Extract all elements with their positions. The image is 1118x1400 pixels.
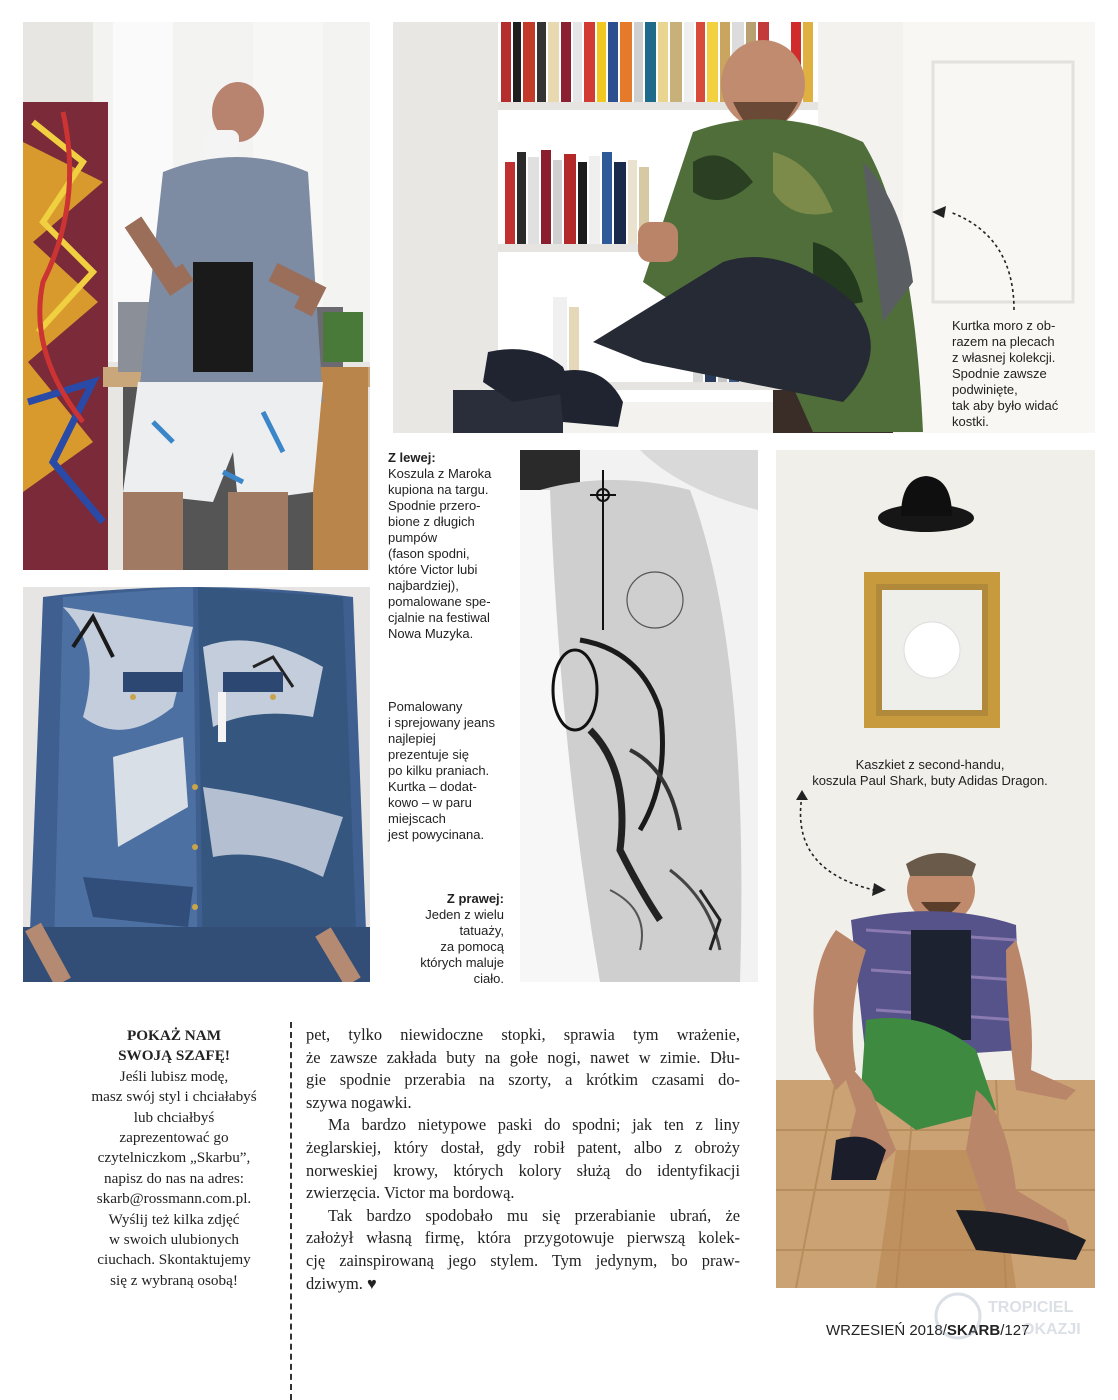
caption-line: Kurtka moro z ob- — [952, 318, 1056, 333]
sidebar-email[interactable]: skarb@rossmann.com.pl. — [96, 1190, 252, 1208]
caption-line: cjalnie na festiwal — [388, 610, 490, 625]
caption-line: Nowa Muzyka. — [388, 626, 474, 641]
caption-line: najlepiej — [388, 731, 436, 746]
sidebar-line: się z wybraną osobą! — [110, 1271, 238, 1289]
caption-right — [380, 891, 504, 987]
article-line: norweskiej krowy, których kolory służą do identyfikacji — [306, 1160, 740, 1180]
caption-line: jest powycinana. — [388, 827, 485, 842]
article-line: założył własną firmę, która przygotowuje pierwszą kolek- — [306, 1228, 740, 1248]
arrow-outfit-caption-icon — [790, 790, 890, 896]
photo-coffee-studio — [23, 22, 370, 570]
caption-line: Pomalowany — [388, 699, 463, 714]
caption-line: prezentuje się — [388, 747, 469, 762]
sidebar-title: SWOJĄ SZAFĘ! — [118, 1047, 230, 1065]
watermark-logo — [930, 1288, 1110, 1344]
photo-tattoo-arm — [520, 450, 758, 982]
article-line: cję zainspirowaną jego stylem. Tym jedynym, bo praw- — [306, 1250, 740, 1270]
caption-line: z własnej kolekcji. — [952, 350, 1056, 365]
caption-outfit — [790, 757, 1070, 789]
caption-line: najbardziej), — [388, 578, 459, 593]
caption-line: Jeden z wielu — [425, 907, 504, 922]
sidebar-line: zaprezentować go — [119, 1129, 229, 1147]
caption-line: pumpów — [388, 530, 438, 545]
watermark-line1: TROPICIEL — [988, 1299, 1074, 1316]
sidebar-line: masz swój styl i chciałabyś — [91, 1088, 257, 1106]
caption-line: Koszula z Maroka — [388, 466, 492, 481]
footer-page-number: /127 — [1000, 1322, 1030, 1339]
sidebar-line: lub chciałbyś — [133, 1108, 215, 1126]
article-line: dziwym. ♥ — [306, 1273, 377, 1293]
sidebar-show-your-wardrobe — [82, 1026, 266, 1291]
article-line: żeglarskiej, który dostał, gdy robił patent, albo z obroży — [306, 1137, 740, 1157]
article-line: pet, tylko niewidoczne stopki, sprawia tym wrażenie, — [306, 1025, 740, 1044]
caption-line: kostki. — [952, 414, 989, 429]
caption-line: za pomocą — [440, 939, 504, 954]
caption-line: miejscach — [388, 811, 446, 826]
caption-line: których maluje — [420, 955, 504, 970]
article-line: gie spodnie przerabia na szorty, a krótkim czasami do- — [306, 1070, 740, 1090]
caption-left-title: Z lewej: — [388, 450, 436, 465]
caption-line: i sprejowany jeans — [388, 715, 495, 730]
sidebar-line: napisz do nas na adres: — [103, 1169, 245, 1187]
caption-line: które Victor lubi — [388, 562, 478, 577]
article-line: szywa nogawki. — [306, 1092, 412, 1112]
sidebar-title: POKAŻ NAM — [126, 1027, 222, 1044]
sidebar-line: czytelniczkom „Skarbu”, — [97, 1149, 251, 1167]
arrow-camo-caption-icon — [928, 206, 1024, 314]
watermark-line2: OKAZJI — [1022, 1321, 1081, 1338]
caption-line: po kilku praniach. — [388, 763, 490, 778]
footer-date: WRZESIEŃ 2018/ — [826, 1322, 947, 1339]
caption-right-title: Z prawej: — [446, 891, 504, 906]
caption-line: Spodnie zawsze — [952, 366, 1047, 381]
photo-denim-jacket — [23, 587, 370, 982]
caption-line: koszula Paul Shark, buty Adidas Dragon. — [812, 773, 1048, 788]
caption-line: ciało. — [473, 971, 504, 986]
caption-line: (fason spodni, — [388, 546, 470, 561]
sidebar-line: ciuchach. Skontaktujemy — [97, 1251, 251, 1269]
caption-line: razem na plecach — [952, 334, 1055, 349]
caption-line: podwinięte, — [952, 382, 1018, 397]
caption-line: bione z długich — [388, 514, 475, 529]
article-body — [306, 1024, 740, 1295]
footer-magazine: SKARB — [946, 1322, 1001, 1339]
article-line: że zawsze zakłada buty na gołe nogi, nawet w zimie. Dłu- — [306, 1047, 740, 1067]
caption-camo-jacket — [952, 318, 1092, 430]
article-line: zwierzęcia. Victor ma bordową. — [306, 1183, 515, 1203]
caption-line: pomalowane spe- — [388, 594, 491, 609]
caption-line: kupiona na targu. — [388, 482, 489, 497]
sidebar-line: Wyślij też kilka zdjęć — [108, 1210, 240, 1228]
caption-line: tatuaży, — [459, 923, 504, 938]
sidebar-line: w swoich ulubionych — [109, 1231, 239, 1249]
caption-line: Kaszkiet z second-handu, — [855, 757, 1005, 772]
caption-line: kowo – w paru — [388, 795, 472, 810]
article-line: Tak bardzo spodobało mu się przerabianie ubrań, że — [328, 1205, 740, 1225]
article-line: Ma bardzo nietypowe paski do spodni; jak ten z liny — [328, 1115, 740, 1135]
caption-line: Spodnie przero- — [388, 498, 481, 513]
sidebar-line: Jeśli lubisz modę, — [119, 1067, 229, 1085]
caption-line: Kurtka – dodat- — [388, 779, 477, 794]
caption-line: tak aby było widać — [952, 398, 1059, 413]
caption-left — [388, 450, 518, 642]
dashed-divider — [290, 1022, 292, 1400]
caption-jeans — [388, 699, 518, 843]
